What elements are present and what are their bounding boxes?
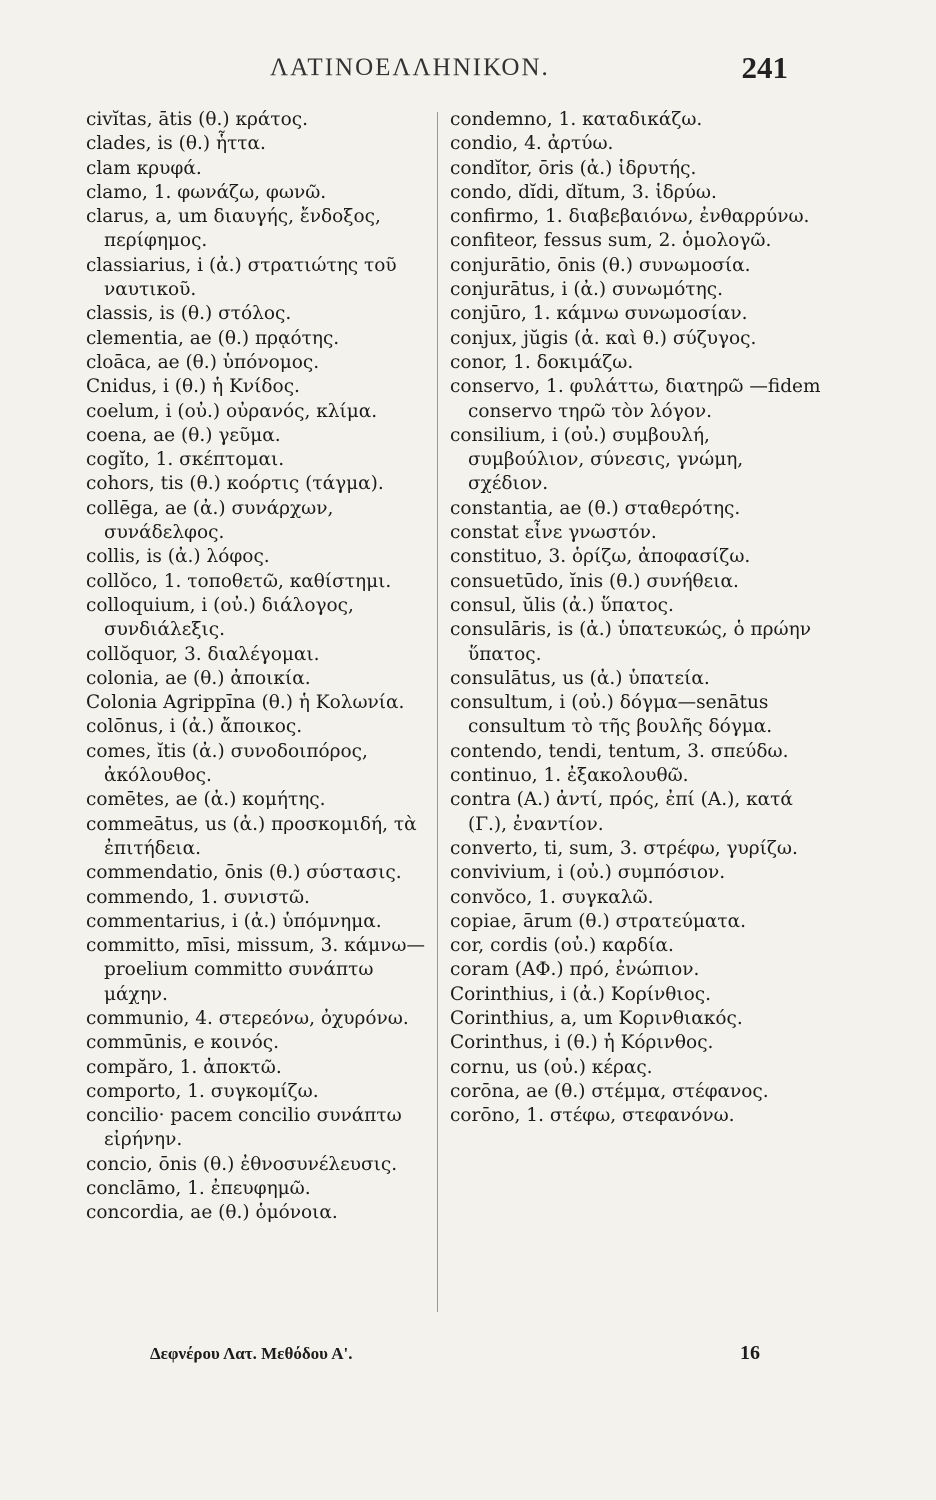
dictionary-entry: clementia, ae (θ.) πρᾳότης. — [86, 327, 340, 349]
dictionary-entry: colloquium, i (οὐ.) διάλογος, συνδιάλεξις. — [86, 594, 354, 641]
dictionary-entry: conjux, jŭgis (ἀ. καὶ θ.) σύζυγος. — [450, 327, 757, 349]
dictionary-entry: colonia, ae (θ.) ἀποικία. — [86, 667, 311, 689]
dictionary-entry: commūnis, e κοινός. — [86, 1032, 279, 1054]
dictionary-entry: concordia, ae (θ.) ὁμόνοια. — [86, 1202, 338, 1224]
dictionary-entry: conor, 1. δοκιμάζω. — [450, 351, 634, 373]
dictionary-entry: commentarius, i (ἀ.) ὑπόμνημα. — [86, 910, 382, 932]
dictionary-entry: commendo, 1. συνιστῶ. — [86, 886, 310, 908]
dictionary-entry: confirmo, 1. διαβεβαιόνω, ἐνθαρρύνω. — [450, 206, 810, 228]
dictionary-entry: consultum, i (οὐ.) δόγμα—senātus consultum τὸ τῆς βουλῆς δόγμα. — [450, 692, 773, 738]
dictionary-entry: conjurātio, ōnis (θ.) συνωμοσία. — [450, 254, 751, 276]
dictionary-entry: cloāca, ae (θ.) ὑπόνομος. — [86, 351, 320, 373]
dictionary-entry: collis, is (ἀ.) λόφος. — [86, 546, 270, 568]
column-divider — [437, 112, 438, 1312]
dictionary-entry: Colonia Agrippīna (θ.) ἡ Κολωνία. — [86, 692, 405, 714]
dictionary-entry: condĭtor, ōris (ἀ.) ἱδρυτής. — [450, 157, 697, 179]
dictionary-entry: cogĭto, 1. σκέπτομαι. — [86, 449, 285, 471]
dictionary-entry: condemno, 1. καταδικάζω. — [450, 109, 703, 130]
dictionary-entry: conclāmo, 1. ἐπευφημῶ. — [86, 1178, 311, 1200]
dictionary-entry: condo, dĭdi, dĭtum, 3. ἱδρύω. — [450, 181, 717, 203]
page-footer — [0, 1344, 936, 1374]
dictionary-entry: cornu, us (οὐ.) κέρας. — [450, 1056, 653, 1078]
dictionary-entry: corōno, 1. στέφω, στεφανόνω. — [450, 1105, 735, 1127]
signature-line: Δεφνέρου Λατ. Μεθόδου Α'. — [150, 1344, 353, 1363]
dictionary-entry: corōna, ae (θ.) στέμμα, στέφανος. — [450, 1080, 769, 1102]
dictionary-entry: convivium, i (οὐ.) συμπόσιον. — [450, 862, 726, 884]
right-column — [450, 108, 822, 1128]
dictionary-entry: Corinthus, i (θ.) ἡ Κόρινθος. — [450, 1032, 714, 1054]
dictionary-entry: Corinthius, i (ἀ.) Κορίνθιος. — [450, 983, 711, 1005]
dictionary-entry: consilium, i (οὐ.) συμβουλή, συμβούλιον, σύνεσις, γνώμη, σχέδιον. — [450, 424, 744, 495]
dictionary-entry: contendo, tendi, tentum, 3. σπεύδω. — [450, 740, 789, 762]
dictionary-entry: compăro, 1. ἀποκτῶ. — [86, 1056, 282, 1078]
signature-mark: 16 — [740, 1342, 760, 1364]
dictionary-entry: consuetūdo, ĭnis (θ.) συνήθεια. — [450, 570, 739, 592]
dictionary-entry: colōnus, i (ἀ.) ἄποικος. — [86, 716, 303, 738]
dictionary-entry: converto, ti, sum, 3. στρέφω, γυρίζω. — [450, 837, 798, 859]
dictionary-entry: conjūro, 1. κάμνω συνωμοσίαν. — [450, 303, 748, 325]
dictionary-entry: constituo, 3. ὁρίζω, ἀποφασίζω. — [450, 546, 751, 568]
dictionary-entry: concilio· pacem concilio συνάπτω εἰρήνην. — [86, 1105, 402, 1151]
dictionary-entry: conjurātus, i (ἀ.) συνωμότης. — [450, 279, 723, 301]
dictionary-entry: collēga, ae (ἀ.) συνάρχων, συνάδελφος. — [86, 497, 334, 544]
dictionary-entry: committo, mīsi, missum, 3. κάμνω—proelium committo συνάπτω μάχην. — [86, 935, 426, 1005]
page-number: 241 — [741, 50, 788, 85]
dictionary-entry: communio, 4. στερεόνω, ὀχυρόνω. — [86, 1007, 409, 1029]
dictionary-entry: consulāris, is (ἀ.) ὑπατευκώς, ὁ πρώην ὕπατος. — [450, 619, 811, 665]
dictionary-entry: continuo, 1. ἐξακολουθῶ. — [450, 765, 689, 787]
dictionary-entry: consulātus, us (ἀ.) ὑπατεία. — [450, 667, 710, 689]
dictionary-entry: clarus, a, um διαυγής, ἔνδοξος, περίφημος. — [86, 206, 381, 252]
dictionary-entry: Corinthius, a, um Κορινθιακός. — [450, 1007, 743, 1029]
dictionary-entry: clades, is (θ.) ἧττα. — [86, 133, 266, 155]
dictionary-entry: condio, 4. ἀρτύω. — [450, 133, 614, 155]
dictionary-entry: cohors, tis (θ.) κοόρτις (τάγμα). — [86, 473, 384, 495]
dictionary-entry: civĭtas, ātis (θ.) κράτος. — [86, 109, 308, 130]
dictionary-entry: constat εἶνε γνωστόν. — [450, 522, 657, 544]
dictionary-entry: commeātus, us (ἀ.) προσκομιδή, τὰ ἐπιτήδεια. — [86, 813, 417, 859]
dictionary-entry: copiae, ārum (θ.) στρατεύματα. — [450, 910, 746, 932]
dictionary-entry: confiteor, fessus sum, 2. ὁμολογῶ. — [450, 230, 772, 252]
dictionary-entry: coena, ae (θ.) γεῦμα. — [86, 424, 281, 446]
dictionary-entry: comes, ĭtis (ἀ.) συνοδοιπόρος, ἀκόλουθος. — [86, 740, 368, 787]
dictionary-entry: coram (ΑΦ.) πρό, ἐνώπιον. — [450, 959, 700, 981]
dictionary-entry: clam κρυφά. — [86, 157, 202, 179]
dictionary-entry: classiarius, i (ἀ.) στρατιώτης τοῦ ναυτικοῦ. — [86, 254, 397, 301]
dictionary-entry: consul, ŭlis (ἀ.) ὕπατος. — [450, 594, 674, 616]
dictionary-entry: convŏco, 1. συγκαλῶ. — [450, 886, 654, 908]
dictionary-entry: coelum, i (οὐ.) οὐρανός, κλίμα. — [86, 400, 378, 422]
running-title: ΛΑΤΙΝΟΕΛΛΗΝΙΚΟΝ. — [270, 54, 550, 81]
dictionary-entry: conservo, 1. φυλάττω, διατηρῶ —fidem conservo τηρῶ τὸν λόγον. — [450, 376, 821, 422]
dictionary-entry: commendatio, ōnis (θ.) σύστασις. — [86, 862, 402, 884]
dictionary-entry: comporto, 1. συγκομίζω. — [86, 1080, 319, 1102]
dictionary-entry: cor, cordis (οὐ.) καρδία. — [450, 935, 674, 957]
left-column — [86, 108, 426, 1226]
dictionary-entry: concio, ōnis (θ.) ἐθνοσυνέλευσις. — [86, 1153, 398, 1175]
dictionary-entry: contra (Α.) ἀντί, πρός, ἐπί (Α.), κατά (Γ.), ἐναντίον. — [450, 789, 793, 835]
dictionary-entry: collŏquor, 3. διαλέγομαι. — [86, 643, 320, 665]
dictionary-entry: Cnidus, i (θ.) ἡ Κνίδος. — [86, 376, 300, 398]
running-head — [0, 50, 936, 94]
dictionary-entry: comētes, ae (ἀ.) κομήτης. — [86, 789, 326, 811]
dictionary-entry: constantia, ae (θ.) σταθερότης. — [450, 497, 741, 519]
dictionary-entry: collŏco, 1. τοποθετῶ, καθίστημι. — [86, 570, 392, 592]
dictionary-entry: clamo, 1. φωνάζω, φωνῶ. — [86, 181, 327, 203]
dictionary-entry: classis, is (θ.) στόλος. — [86, 303, 292, 325]
